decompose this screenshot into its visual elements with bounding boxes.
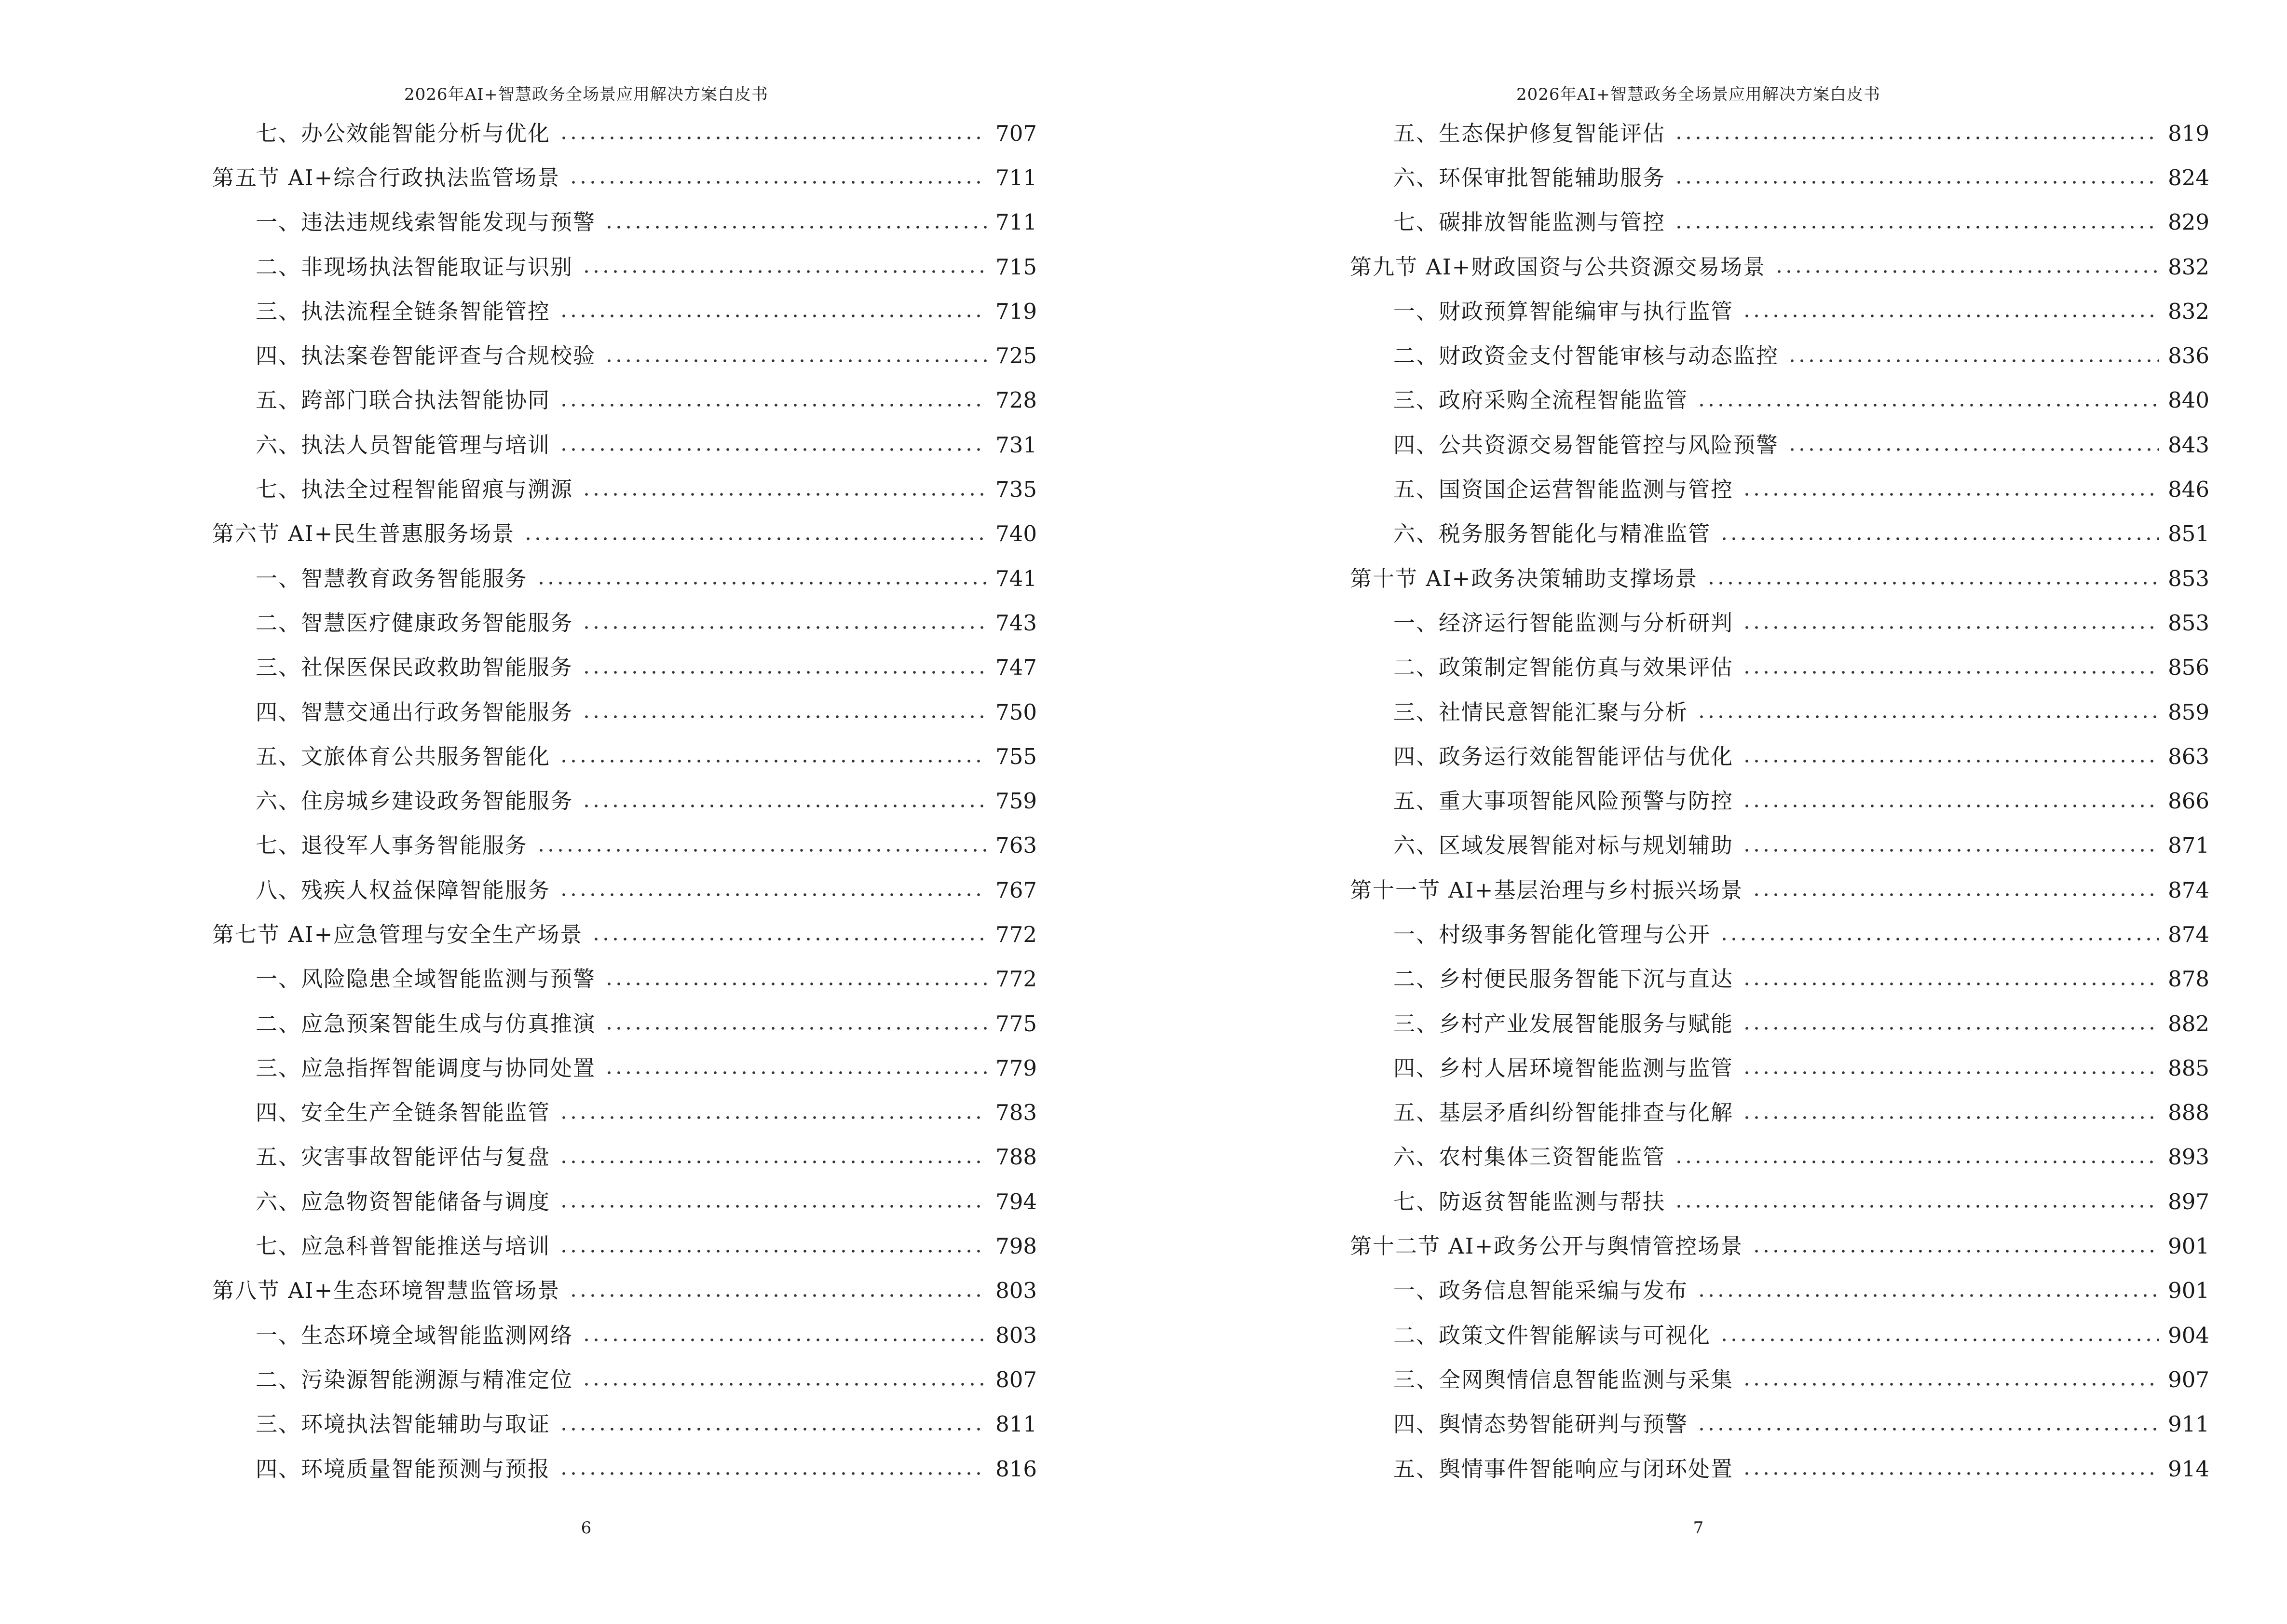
dot-leader bbox=[559, 135, 987, 141]
toc-section-entry[interactable] bbox=[212, 912, 1037, 956]
dot-leader bbox=[1742, 1025, 2159, 1032]
dot-leader bbox=[523, 535, 987, 542]
toc-subsection-entry[interactable] bbox=[1350, 1001, 2209, 1046]
toc-entry-page: 740 bbox=[995, 521, 1037, 547]
toc-entry-page: 750 bbox=[995, 699, 1037, 725]
toc-entry-page: 851 bbox=[2168, 521, 2209, 547]
page-number: 7 bbox=[1693, 1518, 1704, 1538]
toc-entry-title: 一、智慧教育政务智能服务 bbox=[256, 565, 528, 591]
toc-entry-title: 第十一节 AI+基层治理与乡村振兴场景 bbox=[1350, 877, 1743, 903]
toc-entry-title: 八、残疾人权益保障智能服务 bbox=[256, 877, 551, 903]
toc-entry-title: 五、国资国企运营智能监测与管控 bbox=[1393, 477, 1734, 503]
toc-entry-page: 772 bbox=[995, 966, 1037, 992]
toc-entry-title: 第五节 AI+综合行政执法监管场景 bbox=[212, 164, 560, 191]
toc-entry-title: 七、防返贫智能监测与帮扶 bbox=[1393, 1188, 1666, 1215]
toc-entry-page: 897 bbox=[2168, 1188, 2209, 1215]
dot-leader bbox=[1674, 135, 2159, 141]
toc-entry-title: 五、生态保护修复智能评估 bbox=[1393, 120, 1666, 146]
toc-subsection-entry[interactable] bbox=[212, 600, 1037, 645]
toc-entry-page: 783 bbox=[995, 1100, 1037, 1126]
dot-leader bbox=[1697, 1426, 2159, 1433]
dot-leader bbox=[559, 313, 987, 319]
dot-leader bbox=[1742, 669, 2159, 676]
dot-leader bbox=[604, 357, 987, 364]
dot-leader bbox=[1742, 313, 2159, 319]
toc-subsection-entry[interactable] bbox=[212, 556, 1037, 600]
toc-entry-page: 882 bbox=[2168, 1010, 2209, 1037]
toc-subsection-entry[interactable] bbox=[1350, 155, 2209, 200]
toc-entry-title: 三、全网舆情信息智能监测与采集 bbox=[1393, 1366, 1734, 1392]
dot-leader bbox=[1742, 1069, 2159, 1076]
toc-subsection-entry[interactable] bbox=[212, 868, 1037, 912]
toc-entry-title: 一、风险隐患全域智能监测与预警 bbox=[256, 966, 596, 992]
toc-entry-title: 四、公共资源交易智能管控与风险预警 bbox=[1393, 432, 1779, 458]
dot-leader bbox=[582, 1337, 987, 1343]
dot-leader bbox=[582, 1381, 987, 1388]
dot-leader bbox=[582, 268, 987, 275]
toc-entry-page: 914 bbox=[2168, 1456, 2209, 1482]
toc-subsection-entry[interactable] bbox=[1350, 823, 2209, 868]
toc-subsection-entry[interactable] bbox=[1350, 1313, 2209, 1357]
toc-entry-title: 七、碳排放智能监测与管控 bbox=[1393, 209, 1666, 235]
toc-entry-title: 一、经济运行智能监测与分析研判 bbox=[1393, 610, 1734, 636]
dot-leader bbox=[1674, 1159, 2159, 1165]
dot-leader bbox=[1742, 624, 2159, 631]
toc-entry-page: 853 bbox=[2168, 610, 2209, 636]
running-header: 2026年AI+智慧政务全场景应用解决方案白皮书 bbox=[404, 85, 768, 104]
toc-entry-page: 853 bbox=[2168, 565, 2209, 591]
toc-entry-page: 832 bbox=[2168, 254, 2209, 280]
toc-entry-title: 二、非现场执法智能取证与识别 bbox=[256, 254, 573, 280]
dot-leader bbox=[1742, 1381, 2159, 1388]
toc-subsection-entry[interactable] bbox=[212, 289, 1037, 333]
toc-entry-title: 三、应急指挥智能调度与协同处置 bbox=[256, 1055, 596, 1081]
toc-entry-page: 846 bbox=[2168, 477, 2209, 503]
toc-entry-title: 三、社情民意智能汇聚与分析 bbox=[1393, 699, 1688, 725]
toc-subsection-entry[interactable] bbox=[212, 1447, 1037, 1491]
toc-entry-title: 二、污染源智能溯源与精准定位 bbox=[256, 1366, 573, 1392]
dot-leader bbox=[1674, 1203, 2159, 1210]
toc-entry-title: 第七节 AI+应急管理与安全生产场景 bbox=[212, 921, 583, 947]
toc-subsection-entry[interactable] bbox=[212, 1357, 1037, 1402]
toc-entry-title: 六、应急物资智能储备与调度 bbox=[256, 1188, 551, 1215]
toc-section-entry[interactable] bbox=[212, 512, 1037, 556]
toc-subsection-entry[interactable] bbox=[1350, 1447, 2209, 1491]
dot-leader bbox=[1674, 179, 2159, 186]
toc-entry-page: 904 bbox=[2168, 1322, 2209, 1348]
toc-subsection-entry[interactable] bbox=[212, 1091, 1037, 1135]
toc-subsection-entry[interactable] bbox=[212, 378, 1037, 423]
toc-entry-title: 一、村级事务智能化管理与公开 bbox=[1393, 921, 1711, 947]
toc-subsection-entry[interactable] bbox=[1350, 1091, 2209, 1135]
toc-entry-title: 六、执法人员智能管理与培训 bbox=[256, 432, 551, 458]
toc-entry-page: 772 bbox=[995, 921, 1037, 947]
toc-subsection-entry[interactable] bbox=[1350, 734, 2209, 778]
toc-entry-title: 四、乡村人居环境智能监测与监管 bbox=[1393, 1055, 1734, 1081]
toc-entry-title: 七、办公效能智能分析与优化 bbox=[256, 120, 551, 146]
toc-subsection-entry[interactable] bbox=[1350, 512, 2209, 556]
toc-entry-page: 798 bbox=[995, 1233, 1037, 1259]
toc-entry-page: 755 bbox=[995, 743, 1037, 769]
dot-leader bbox=[582, 491, 987, 498]
toc-entry-page: 794 bbox=[995, 1188, 1037, 1215]
toc-entry-title: 二、政策文件智能解读与可视化 bbox=[1393, 1322, 1711, 1348]
dot-leader bbox=[559, 891, 987, 898]
toc-entry-page: 779 bbox=[995, 1055, 1037, 1081]
toc-subsection-entry[interactable] bbox=[1350, 778, 2209, 823]
toc-entry-page: 874 bbox=[2168, 877, 2209, 903]
toc-subsection-entry[interactable] bbox=[212, 690, 1037, 734]
dot-leader bbox=[1742, 758, 2159, 764]
toc-subsection-entry[interactable] bbox=[1350, 1135, 2209, 1179]
right-page bbox=[1144, 0, 2287, 1624]
toc-subsection-entry[interactable] bbox=[212, 1224, 1037, 1268]
toc-subsection-entry[interactable] bbox=[1350, 1179, 2209, 1224]
toc-entry-title: 第九节 AI+财政国资与公共资源交易场景 bbox=[1350, 254, 1766, 280]
toc-entry-title: 三、环境执法智能辅助与取证 bbox=[256, 1411, 551, 1437]
toc-entry-page: 711 bbox=[995, 164, 1037, 191]
dot-leader bbox=[559, 446, 987, 453]
toc-entry-title: 七、执法全过程智能留痕与溯源 bbox=[256, 477, 573, 503]
toc-entry-title: 四、执法案卷智能评查与合规校验 bbox=[256, 343, 596, 369]
toc-entry-page: 788 bbox=[995, 1144, 1037, 1170]
dot-leader bbox=[604, 981, 987, 987]
toc-subsection-entry[interactable] bbox=[1350, 1046, 2209, 1090]
toc-subsection-entry[interactable] bbox=[1350, 467, 2209, 511]
toc-entry-title: 六、环保审批智能辅助服务 bbox=[1393, 164, 1666, 191]
toc-entry-page: 840 bbox=[2168, 387, 2209, 413]
table-of-contents bbox=[212, 111, 1037, 1491]
dot-leader bbox=[559, 1248, 987, 1255]
dot-leader bbox=[582, 713, 987, 720]
toc-entry-title: 六、税务服务智能化与精准监管 bbox=[1393, 521, 1711, 547]
toc-entry-title: 五、跨部门联合执法智能协同 bbox=[256, 387, 551, 413]
dot-leader bbox=[1706, 580, 2159, 587]
running-header: 2026年AI+智慧政务全场景应用解决方案白皮书 bbox=[1516, 85, 1880, 104]
dot-leader bbox=[1774, 268, 2159, 275]
toc-entry-title: 三、社保医保民政救助智能服务 bbox=[256, 655, 573, 681]
toc-entry-title: 四、舆情态势智能研判与预警 bbox=[1393, 1411, 1688, 1437]
dot-leader bbox=[559, 1426, 987, 1433]
toc-subsection-entry[interactable] bbox=[1350, 378, 2209, 423]
dot-leader bbox=[1697, 713, 2159, 720]
toc-entry-page: 811 bbox=[995, 1411, 1037, 1437]
dot-leader bbox=[1697, 1292, 2159, 1299]
toc-subsection-entry[interactable] bbox=[1350, 1402, 2209, 1447]
toc-entry-page: 775 bbox=[995, 1010, 1037, 1037]
toc-entry-title: 六、农村集体三资智能监管 bbox=[1393, 1144, 1666, 1170]
toc-entry-page: 715 bbox=[995, 254, 1037, 280]
toc-entry-page: 866 bbox=[2168, 788, 2209, 814]
toc-entry-page: 911 bbox=[2168, 1411, 2209, 1437]
dot-leader bbox=[604, 224, 987, 231]
toc-entry-title: 四、环境质量智能预测与预报 bbox=[256, 1456, 551, 1482]
toc-subsection-entry[interactable] bbox=[212, 423, 1037, 467]
toc-entry-page: 803 bbox=[995, 1278, 1037, 1304]
toc-entry-title: 三、乡村产业发展智能服务与赋能 bbox=[1393, 1010, 1734, 1037]
dot-leader bbox=[604, 1025, 987, 1032]
dot-leader bbox=[559, 1203, 987, 1210]
dot-leader bbox=[1697, 402, 2159, 409]
toc-entry-title: 四、智慧交通出行政务智能服务 bbox=[256, 699, 573, 725]
toc-entry-title: 五、灾害事故智能评估与复盘 bbox=[256, 1144, 551, 1170]
toc-entry-title: 五、文旅体育公共服务智能化 bbox=[256, 743, 551, 769]
toc-entry-page: 759 bbox=[995, 788, 1037, 814]
toc-entry-page: 735 bbox=[995, 477, 1037, 503]
dot-leader bbox=[1742, 1114, 2159, 1121]
dot-leader bbox=[1742, 803, 2159, 809]
toc-entry-page: 707 bbox=[995, 120, 1037, 146]
toc-entry-page: 863 bbox=[2168, 743, 2209, 769]
toc-subsection-entry[interactable] bbox=[212, 734, 1037, 778]
dot-leader bbox=[1742, 981, 2159, 987]
toc-entry-page: 893 bbox=[2168, 1144, 2209, 1170]
toc-entry-page: 741 bbox=[995, 565, 1037, 591]
toc-subsection-entry[interactable] bbox=[212, 1402, 1037, 1447]
toc-entry-title: 一、生态环境全域智能监测网络 bbox=[256, 1322, 573, 1348]
toc-entry-page: 871 bbox=[2168, 832, 2209, 859]
page-number: 6 bbox=[581, 1518, 592, 1538]
toc-section-entry[interactable] bbox=[1350, 868, 2209, 912]
toc-entry-page: 816 bbox=[995, 1456, 1037, 1482]
dot-leader bbox=[1719, 936, 2159, 942]
toc-entry-page: 901 bbox=[2168, 1278, 2209, 1304]
toc-subsection-entry[interactable] bbox=[212, 1046, 1037, 1090]
toc-subsection-entry[interactable] bbox=[212, 645, 1037, 690]
toc-entry-page: 907 bbox=[2168, 1366, 2209, 1392]
dot-leader bbox=[1674, 224, 2159, 231]
toc-entry-title: 第八节 AI+生态环境智慧监管场景 bbox=[212, 1278, 560, 1304]
toc-entry-page: 859 bbox=[2168, 699, 2209, 725]
dot-leader bbox=[559, 1114, 987, 1121]
dot-leader bbox=[536, 580, 987, 587]
dot-leader bbox=[604, 1069, 987, 1076]
dot-leader bbox=[1719, 1337, 2159, 1343]
toc-entry-page: 874 bbox=[2168, 921, 2209, 947]
toc-entry-title: 第十二节 AI+政务公开与舆情管控场景 bbox=[1350, 1233, 1743, 1259]
toc-entry-page: 901 bbox=[2168, 1233, 2209, 1259]
toc-entry-page: 725 bbox=[995, 343, 1037, 369]
toc-section-entry[interactable] bbox=[212, 1269, 1037, 1313]
toc-section-entry[interactable] bbox=[212, 155, 1037, 200]
toc-subsection-entry[interactable] bbox=[212, 333, 1037, 378]
toc-entry-title: 第十节 AI+政务决策辅助支撑场景 bbox=[1350, 565, 1698, 591]
toc-section-entry[interactable] bbox=[1350, 556, 2209, 600]
toc-entry-page: 767 bbox=[995, 877, 1037, 903]
toc-entry-title: 一、违法违规线索智能发现与预警 bbox=[256, 209, 596, 235]
toc-entry-page: 829 bbox=[2168, 209, 2209, 235]
dot-leader bbox=[1752, 1248, 2159, 1255]
dot-leader bbox=[569, 1292, 987, 1299]
dot-leader bbox=[582, 803, 987, 809]
toc-subsection-entry[interactable] bbox=[1350, 645, 2209, 690]
toc-entry-page: 747 bbox=[995, 655, 1037, 681]
toc-entry-page: 878 bbox=[2168, 966, 2209, 992]
dot-leader bbox=[582, 624, 987, 631]
toc-subsection-entry[interactable] bbox=[1350, 423, 2209, 467]
toc-entry-page: 807 bbox=[995, 1366, 1037, 1392]
dot-leader bbox=[536, 847, 987, 854]
toc-entry-title: 四、政务运行效能智能评估与优化 bbox=[1393, 743, 1734, 769]
toc-subsection-entry[interactable] bbox=[212, 778, 1037, 823]
toc-subsection-entry[interactable] bbox=[1350, 912, 2209, 956]
toc-entry-page: 832 bbox=[2168, 298, 2209, 324]
toc-entry-page: 728 bbox=[995, 387, 1037, 413]
toc-entry-title: 第六节 AI+民生普惠服务场景 bbox=[212, 521, 515, 547]
dot-leader bbox=[559, 758, 987, 764]
toc-section-entry[interactable] bbox=[1350, 1224, 2209, 1268]
toc-subsection-entry[interactable] bbox=[212, 111, 1037, 155]
toc-entry-title: 三、执法流程全链条智能管控 bbox=[256, 298, 551, 324]
dot-leader bbox=[1719, 535, 2159, 542]
toc-subsection-entry[interactable] bbox=[1350, 333, 2209, 378]
toc-subsection-entry[interactable] bbox=[212, 467, 1037, 511]
toc-entry-title: 二、乡村便民服务智能下沉与直达 bbox=[1393, 966, 1734, 992]
toc-subsection-entry[interactable] bbox=[1350, 111, 2209, 155]
dot-leader bbox=[569, 179, 987, 186]
toc-entry-page: 803 bbox=[995, 1322, 1037, 1348]
toc-entry-title: 六、区域发展智能对标与规划辅助 bbox=[1393, 832, 1734, 859]
toc-entry-title: 一、政务信息智能采编与发布 bbox=[1393, 1278, 1688, 1304]
dot-leader bbox=[591, 936, 987, 942]
toc-entry-page: 731 bbox=[995, 432, 1037, 458]
toc-subsection-entry[interactable] bbox=[1350, 1269, 2209, 1313]
toc-entry-page: 888 bbox=[2168, 1100, 2209, 1126]
toc-entry-page: 719 bbox=[995, 298, 1037, 324]
toc-entry-page: 743 bbox=[995, 610, 1037, 636]
toc-subsection-entry[interactable] bbox=[1350, 289, 2209, 333]
dot-leader bbox=[559, 1470, 987, 1477]
dot-leader bbox=[559, 402, 987, 409]
toc-subsection-entry[interactable] bbox=[212, 1001, 1037, 1046]
toc-entry-page: 819 bbox=[2168, 120, 2209, 146]
toc-entry-title: 二、应急预案智能生成与仿真推演 bbox=[256, 1010, 596, 1037]
toc-entry-title: 三、政府采购全流程智能监管 bbox=[1393, 387, 1688, 413]
toc-entry-page: 885 bbox=[2168, 1055, 2209, 1081]
toc-entry-page: 711 bbox=[995, 209, 1037, 235]
dot-leader bbox=[1752, 891, 2159, 898]
table-of-contents bbox=[1350, 111, 2209, 1491]
toc-entry-page: 763 bbox=[995, 832, 1037, 859]
toc-entry-page: 856 bbox=[2168, 655, 2209, 681]
toc-subsection-entry[interactable] bbox=[212, 1135, 1037, 1179]
toc-section-entry[interactable] bbox=[1350, 245, 2209, 289]
toc-subsection-entry[interactable] bbox=[1350, 690, 2209, 734]
toc-subsection-entry[interactable] bbox=[212, 200, 1037, 245]
toc-entry-title: 七、退役军人事务智能服务 bbox=[256, 832, 528, 859]
toc-entry-title: 五、舆情事件智能响应与闭环处置 bbox=[1393, 1456, 1734, 1482]
dot-leader bbox=[1787, 357, 2159, 364]
toc-entry-title: 六、住房城乡建设政务智能服务 bbox=[256, 788, 573, 814]
toc-subsection-entry[interactable] bbox=[212, 1179, 1037, 1224]
toc-subsection-entry[interactable] bbox=[1350, 957, 2209, 1001]
toc-entry-title: 二、政策制定智能仿真与效果评估 bbox=[1393, 655, 1734, 681]
toc-subsection-entry[interactable] bbox=[212, 245, 1037, 289]
toc-entry-title: 一、财政预算智能编审与执行监管 bbox=[1393, 298, 1734, 324]
toc-subsection-entry[interactable] bbox=[1350, 1357, 2209, 1402]
toc-entry-title: 四、安全生产全链条智能监管 bbox=[256, 1100, 551, 1126]
dot-leader bbox=[1742, 491, 2159, 498]
dot-leader bbox=[1742, 1470, 2159, 1477]
toc-subsection-entry[interactable] bbox=[212, 823, 1037, 868]
toc-entry-page: 836 bbox=[2168, 343, 2209, 369]
toc-subsection-entry[interactable] bbox=[212, 1313, 1037, 1357]
dot-leader bbox=[1742, 847, 2159, 854]
toc-entry-title: 二、智慧医疗健康政务智能服务 bbox=[256, 610, 573, 636]
toc-subsection-entry[interactable] bbox=[212, 957, 1037, 1001]
dot-leader bbox=[1787, 446, 2159, 453]
toc-entry-page: 843 bbox=[2168, 432, 2209, 458]
toc-entry-title: 五、基层矛盾纠纷智能排查与化解 bbox=[1393, 1100, 1734, 1126]
dot-leader bbox=[582, 669, 987, 676]
toc-subsection-entry[interactable] bbox=[1350, 200, 2209, 245]
toc-subsection-entry[interactable] bbox=[1350, 600, 2209, 645]
dot-leader bbox=[559, 1159, 987, 1165]
toc-entry-title: 二、财政资金支付智能审核与动态监控 bbox=[1393, 343, 1779, 369]
toc-entry-page: 824 bbox=[2168, 164, 2209, 191]
toc-entry-title: 七、应急科普智能推送与培训 bbox=[256, 1233, 551, 1259]
toc-entry-title: 五、重大事项智能风险预警与防控 bbox=[1393, 788, 1734, 814]
